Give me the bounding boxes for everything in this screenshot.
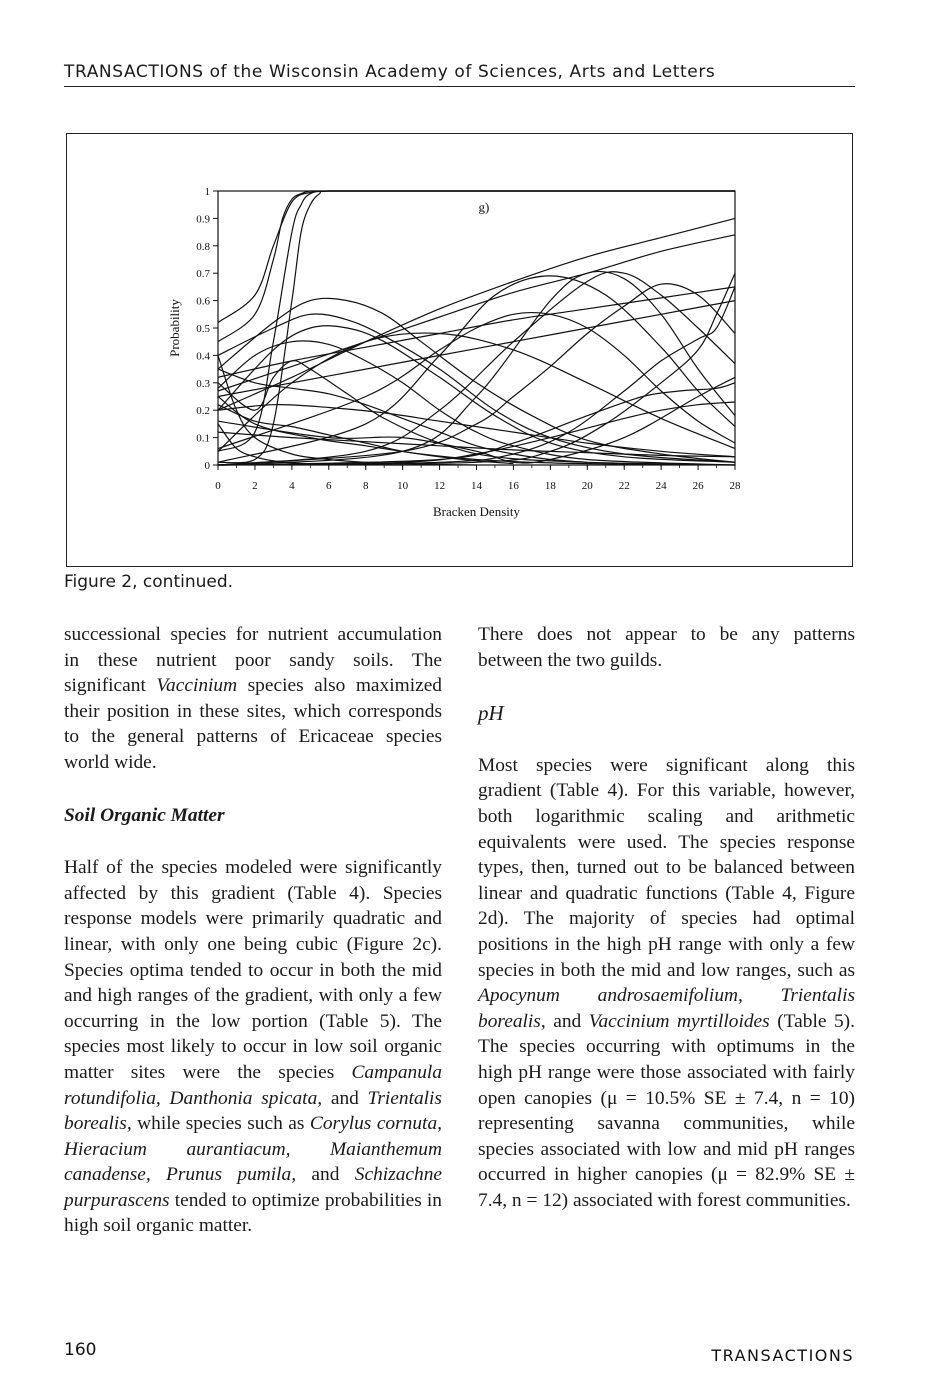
series-line-s5 xyxy=(218,218,735,410)
series-line-s16 xyxy=(218,272,735,465)
section-heading-soil-organic-matter: Soil Organic Matter xyxy=(64,804,225,826)
x-tick-label: 24 xyxy=(655,480,667,492)
species-name: Trientalis borealis, xyxy=(64,1087,442,1135)
x-tick-label: 28 xyxy=(729,480,741,492)
series-line-s21 xyxy=(218,273,735,465)
x-tick-label: 2 xyxy=(252,480,258,492)
figure-caption: Figure 2, continued. xyxy=(64,572,234,592)
series-line-s3 xyxy=(218,191,735,451)
x-tick-label: 10 xyxy=(397,480,409,492)
y-tick-label: 0.6 xyxy=(196,295,210,308)
y-tick-label: 0.1 xyxy=(196,432,210,445)
x-tick-label: 8 xyxy=(362,480,369,492)
x-tick-label: 4 xyxy=(289,480,295,492)
x-tick-label: 16 xyxy=(507,480,519,492)
section-heading-ph: pH xyxy=(478,701,504,726)
paragraph: There does not appear to be any patterns between the two guilds. xyxy=(478,624,855,671)
series-line-s1 xyxy=(218,191,735,323)
series-line-s31 xyxy=(218,377,735,463)
y-tick-label: 0.7 xyxy=(196,268,210,281)
series-line-s2 xyxy=(218,191,735,342)
series-line-s17 xyxy=(218,271,735,465)
species-name: Campanula rotundifolia, Danthonia spicata, xyxy=(64,1061,442,1109)
y-tick-label: 0.3 xyxy=(196,377,210,390)
x-tick-label: 12 xyxy=(434,480,446,492)
series-line-s24 xyxy=(218,405,735,457)
right-column xyxy=(478,622,855,1213)
left-column xyxy=(64,622,442,1239)
x-tick-label: 6 xyxy=(326,480,332,492)
species-name: Schizachne purpurascens xyxy=(64,1164,442,1211)
x-tick-label: 22 xyxy=(618,480,630,492)
x-tick-label: 26 xyxy=(692,480,704,492)
y-tick-label: 0.8 xyxy=(196,240,210,253)
species-name: Corylus cornuta, Hieracium aurantiacum, Maianthemum canadense, Prunus pumila, xyxy=(64,1113,442,1186)
paragraph: Half of the species modeled were significantly affected by this gradient (Table 4). Species response models were primarily quadratic and linear, with only one being cubic (Figure 2c). Species optima tended to occur in both the mid and high ranges of the gradient, with only a few occurring in the low portion (Table 5). The species most likely to occur in low soil organic matter sites were the species Campanula rotundifolia, Danthonia spicata, and Trientalis borealis, while species such as Corylus cornuta, Hieracium aurantiacum, Maianthemum canadense, Prunus pumila, and Schizachne purpurascens tended to optimize probabilities in high soil organic matter. xyxy=(64,857,442,1237)
y-tick-label: 0.2 xyxy=(196,405,210,418)
x-tick-label: 18 xyxy=(544,480,556,492)
species-name: Apocynum androsaemifolium, Trientalis borealis, xyxy=(478,985,855,1032)
probability-chart xyxy=(67,134,852,566)
page-number: 160 xyxy=(64,1340,97,1360)
species-name: Vaccinium myrtilloides xyxy=(588,1010,770,1032)
y-tick-label: 0.9 xyxy=(196,213,210,226)
species-name: Vaccinium xyxy=(156,675,238,697)
paragraph: successional species for nutrient accumulation in these nutrient poor sandy soils. The significant Vaccinium species also maximized their position in these sites, which corresponds to the general patterns of Ericaceae species world wide. xyxy=(64,624,442,773)
panel-label: g) xyxy=(478,199,490,215)
y-axis-label: Probability xyxy=(167,299,182,357)
x-tick-label: 14 xyxy=(471,480,482,492)
y-tick-label: 1 xyxy=(204,186,210,198)
paragraph: Most species were significant along this gradient (Table 4). For this variable, however, both logarithmic scaling and arithmetic equivalents were used. The species response types, then, turned out to be balanced between linear and quadratic functions (Table 4, Figure 2d). The majority of species had optimal positions in the high pH range with only a few species in both the mid and low ranges, such as Apocynum androsaemifolium, Trientalis borealis, and Vaccinium myrtilloides (Table 5). The species occurring with optimums in the high pH range were those associated with fairly open canopies (μ = 10.5% SE ± 7.4, n = 10) representing savanna communities, while species associated with low and mid pH ranges occurred in higher canopies (μ = 82.9% SE ± 7.4, n = 12) associated with forest communities. xyxy=(478,754,855,1211)
x-tick-label: 20 xyxy=(581,480,593,492)
x-axis-label: Bracken Density xyxy=(432,504,521,519)
footer-journal-name: TRANSACTIONS xyxy=(711,1346,854,1365)
running-header: TRANSACTIONS of the Wisconsin Academy of Sciences, Arts and Letters xyxy=(64,62,855,87)
figure-frame xyxy=(66,133,853,567)
y-tick-label: 0.4 xyxy=(196,350,210,363)
y-tick-label: 0.5 xyxy=(196,323,210,335)
y-tick-label: 0 xyxy=(204,460,210,472)
x-tick-label: 0 xyxy=(215,480,221,492)
